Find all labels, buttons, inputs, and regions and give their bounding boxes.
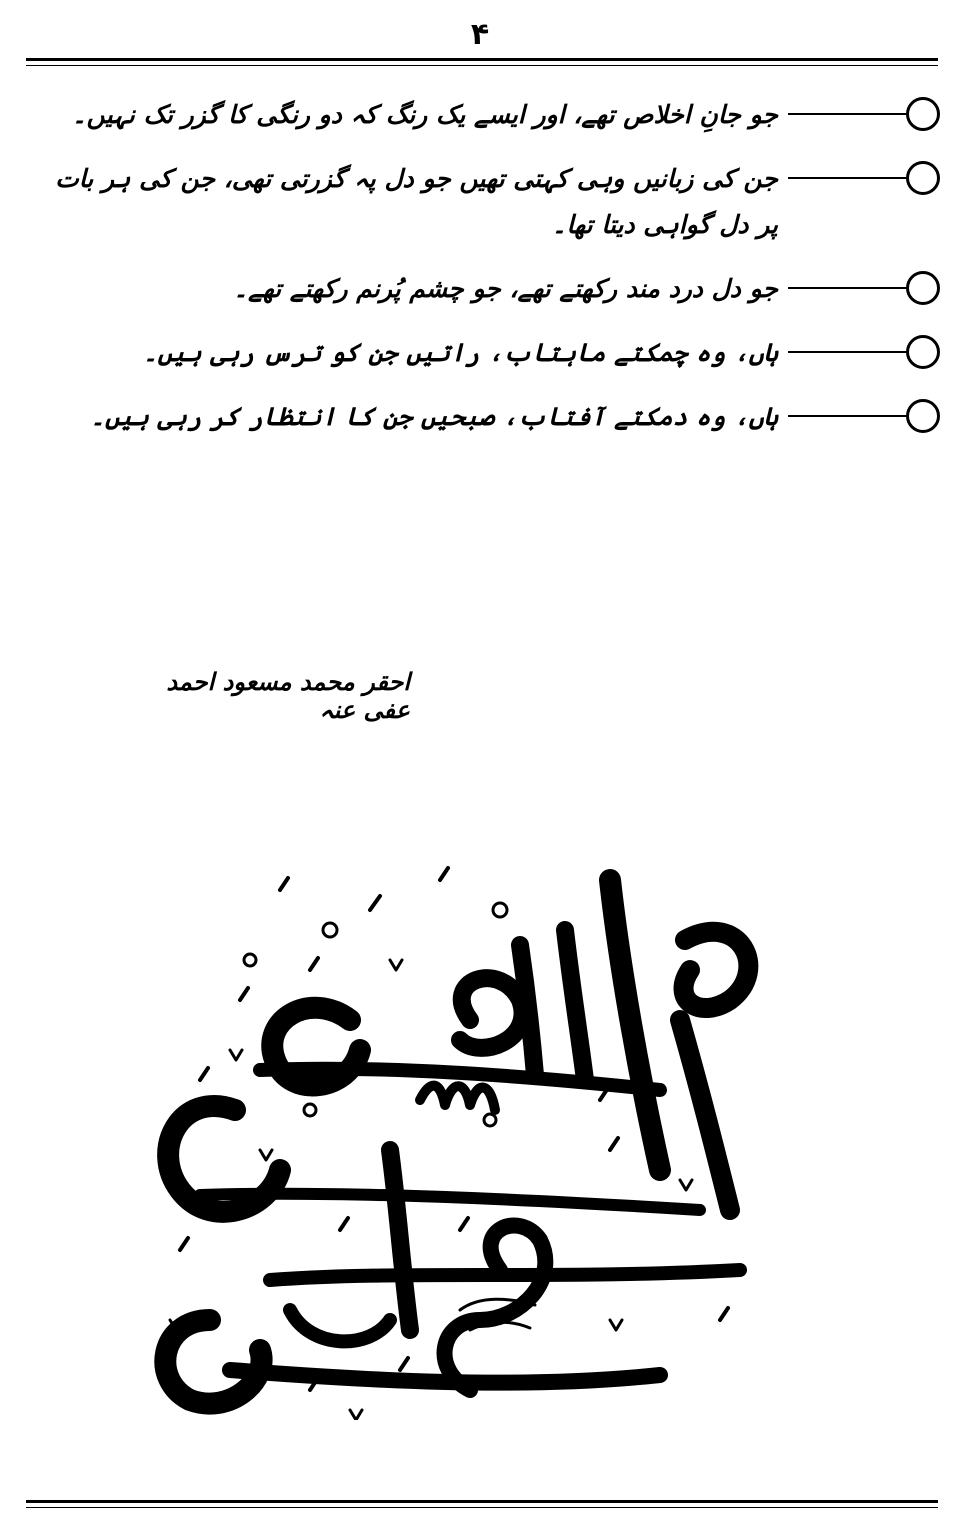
list-item-text: ہاں، وہ چمکتے ماہتاب، راتیں جن کو ترس رہی ہیں۔ bbox=[143, 338, 778, 367]
list-item bbox=[30, 394, 940, 440]
dash-line bbox=[788, 177, 908, 179]
list-item-text: جو جانِ اخلاص تھے، اور ایسے یک رنگ کہ دو رنگی کا گزر تک نہیں۔ bbox=[72, 100, 778, 129]
dash-line bbox=[788, 351, 908, 353]
author-signature: احقر محمد مسعود احمد عفی عنہ bbox=[166, 668, 410, 724]
calligraphy-art bbox=[140, 850, 760, 1420]
list-item-text: جن کی زبانیں وہی کہتی تھیں جو دل پہ گزرتی تھی، جن کی ہر بات پر دل گواہی دیتا تھا۔ bbox=[55, 164, 778, 239]
bottom-rule bbox=[26, 1500, 938, 1508]
circle-icon bbox=[906, 97, 940, 131]
circle-icon bbox=[906, 161, 940, 195]
bullet-marker bbox=[788, 92, 940, 136]
top-rule bbox=[26, 58, 938, 66]
dash-line bbox=[788, 415, 908, 417]
bullet-marker bbox=[788, 394, 940, 438]
circle-icon bbox=[906, 399, 940, 433]
circle-icon bbox=[906, 271, 940, 305]
bullet-marker bbox=[788, 330, 940, 374]
calligraphy-emblem bbox=[140, 850, 760, 1420]
list-item bbox=[30, 92, 940, 138]
dash-line bbox=[788, 113, 908, 115]
list-item-text: ہاں، وہ دمکتے آفتاب، صبحیں جن کا انتظار کر رہی ہیں۔ bbox=[90, 402, 778, 431]
bullet-marker bbox=[788, 156, 940, 200]
list-item-text: جو دل درد مند رکھتے تھے، جو چشم پُرنم رکھتے تھے۔ bbox=[233, 274, 778, 303]
bullet-list bbox=[30, 92, 940, 458]
list-item bbox=[30, 266, 940, 312]
circle-icon bbox=[906, 335, 940, 369]
list-item bbox=[30, 330, 940, 376]
list-item bbox=[30, 156, 940, 248]
bullet-marker bbox=[788, 266, 940, 310]
dash-line bbox=[788, 287, 908, 289]
page-number: ۴ bbox=[470, 17, 490, 52]
